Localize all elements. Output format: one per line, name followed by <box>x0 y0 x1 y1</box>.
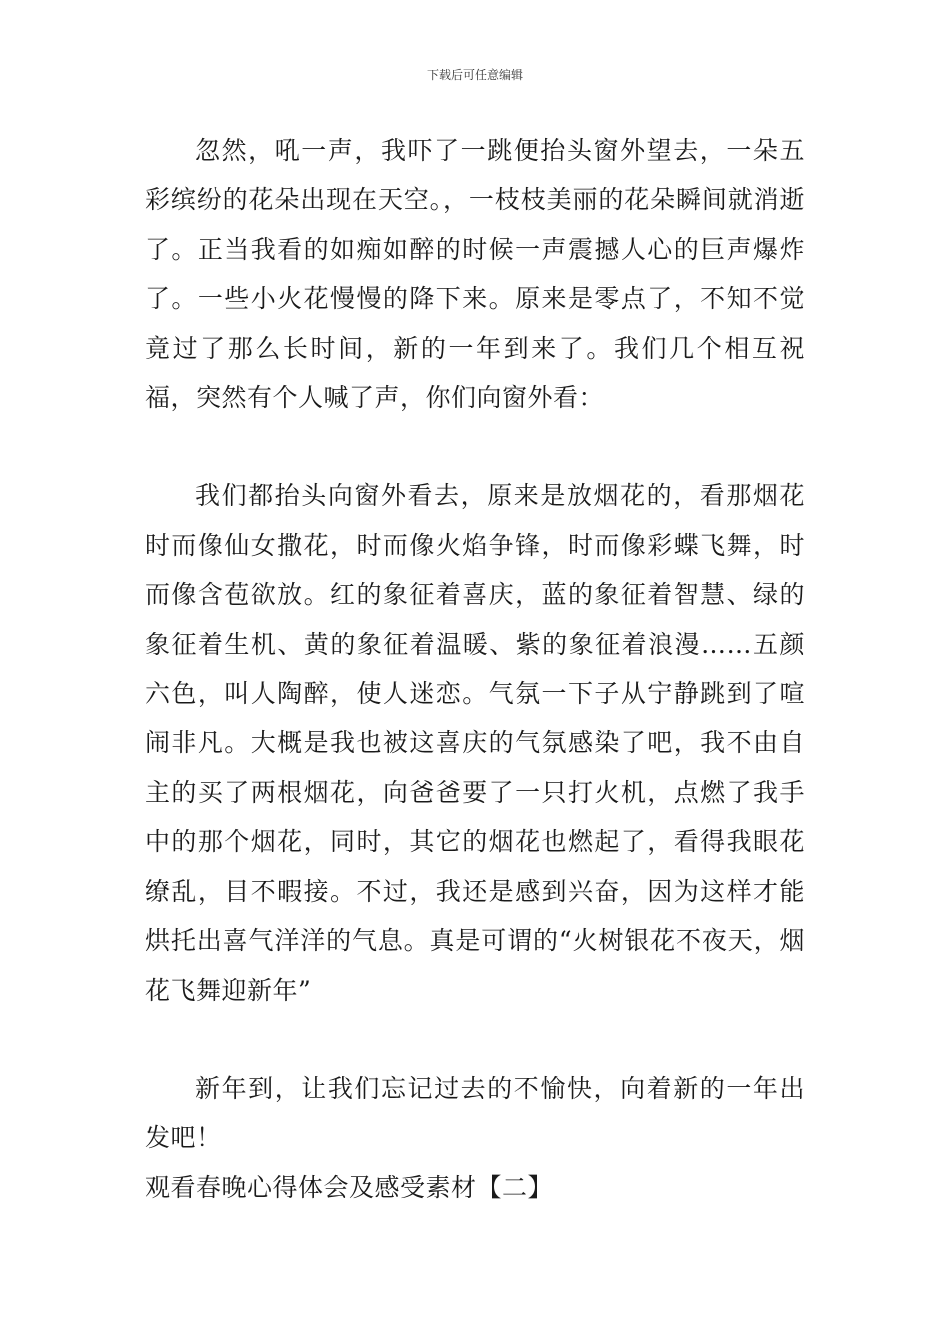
page-header-note: 下载后可任意编辑 <box>426 68 523 82</box>
paragraph-spacer <box>145 1015 805 1064</box>
document-body <box>145 126 805 1212</box>
paragraph-3: 新年到，让我们忘记过去的不愉快，向着新的一年出发吧！ <box>145 1073 805 1153</box>
paragraph-spacer <box>145 422 805 471</box>
paragraph-1: 忽然，吼一声，我吓了一跳便抬头窗外望去，一朵五彩缤纷的花朵出现在天空。，一枝枝美丽的花朵瞬间就消逝了。正当我看的如痴如醉的时候一声震撼人心的巨声爆炸了。一些小火花慢慢的降下来。原来是零点了，不知不觉竟过了那么长时间，新的一年到来了。我们几个相互祝福，突然有个人喊了声，你们向窗外看： <box>145 136 805 413</box>
section-title: 观看春晚心得体会及感受素材【二】 <box>145 1172 554 1202</box>
paragraph-2: 我们都抬头向窗外看去，原来是放烟花的，看那烟花时而像仙女撒花，时而像火焰争锋，时而像彩蝶飞舞，时而像含苞欲放。红的象征着喜庆，蓝的象征着智慧、绿的象征着生机、黄的象征着温暖、紫的象征着浪漫……五颜六色，叫人陶醉，使人迷恋。气氛一下子从宁静跳到了喧闹非凡。大概是我也被这喜庆的气氛感染了吧，我不由自主的买了两根烟花，向爸爸要了一只打火机，点燃了我手中的那个烟花，同时，其它的烟花也燃起了，看得我眼花缭乱，目不暇接。不过，我还是感到兴奋，因为这样才能烘托出喜气洋洋的气息。真是可谓的“火树银花不夜天，烟花飞舞迎新年” <box>145 481 805 1005</box>
